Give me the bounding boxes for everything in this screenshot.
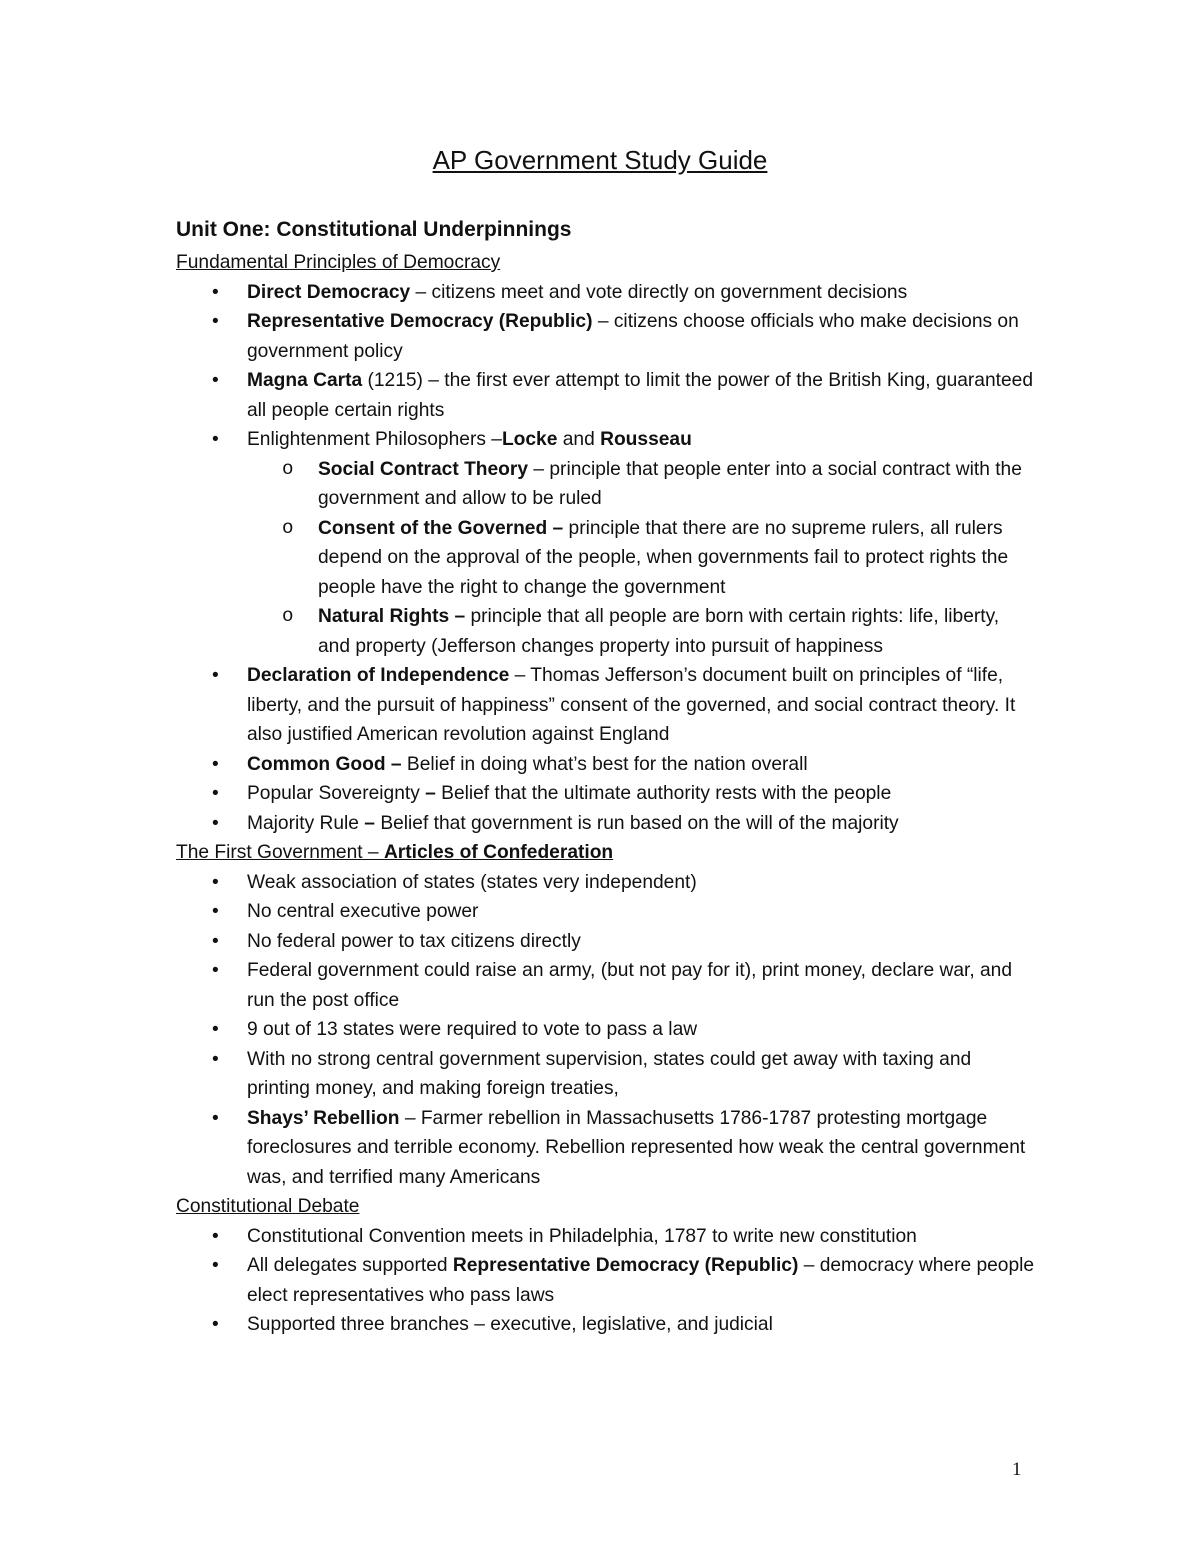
list-item (176, 1251, 1036, 1310)
list-item (176, 661, 1036, 750)
definition-text: – Thomas Jefferson’s document built on principles of “life, liberty, and the pursuit of happiness” consent of the governed, and social contract theory. It also justified American revolution against England (247, 665, 1016, 745)
bullet-icon: • (212, 783, 219, 804)
term-representative-democracy: Representative Democracy (Republic) (452, 1255, 799, 1276)
item-conjunction: and (557, 429, 601, 450)
bullet-icon: • (212, 1019, 219, 1040)
term-social-contract-theory: Social Contract Theory (318, 458, 529, 480)
unit-heading: Unit One: Constitutional Underpinnings (176, 218, 572, 241)
list-item (176, 278, 1036, 308)
dash: – (358, 812, 375, 834)
item-text: No federal power to tax citizens directly (247, 930, 581, 952)
bullet-icon: • (212, 753, 219, 775)
term-shays-rebellion: Shays’ Rebellion (247, 1107, 400, 1129)
bullet-icon: • (212, 370, 219, 391)
definition-text: – principle that people enter into a social contract with the government and allow to be ruled (318, 458, 1022, 509)
bullet-icon: • (212, 1314, 219, 1335)
bullet-icon: • (212, 665, 219, 686)
bullet-icon: • (212, 812, 219, 834)
term-rousseau: Rousseau (600, 429, 692, 450)
bullet-icon: • (212, 1107, 219, 1129)
sub-bullet-icon: o (282, 457, 294, 480)
enlightenment-sublist (247, 455, 1036, 662)
term-consent-of-governed: Consent of the Governed – (318, 517, 564, 539)
list-item (176, 1104, 1036, 1193)
sub-bullet-icon: o (282, 516, 294, 539)
sub-bullet-icon: o (282, 605, 294, 627)
definition-text: – democracy where people elect representatives who pass laws (247, 1255, 1035, 1306)
term-declaration-of-independence: Declaration of Independence (247, 665, 510, 686)
list-item (176, 307, 1036, 366)
page-number: 1 (1012, 1459, 1022, 1480)
page-title: AP Government Study Guide (432, 145, 768, 175)
bullet-icon: • (212, 871, 219, 893)
list-item (176, 927, 1036, 957)
list-item (176, 750, 1036, 780)
bullet-icon: • (212, 930, 219, 952)
list-item (176, 1045, 1036, 1104)
document-body (176, 248, 1036, 1340)
term-natural-rights: Natural Rights – (318, 606, 466, 627)
section-heading-constitutional-debate: Constitutional Debate (176, 1196, 360, 1217)
sub-list-item (247, 514, 1036, 603)
item-text: With no strong central government supervision, states could get away with taxing and printing money, and making foreign treaties, (247, 1048, 972, 1099)
list-item (176, 1310, 1036, 1340)
bullet-icon: • (212, 960, 219, 981)
sub-list-item (247, 602, 1036, 661)
list-item (176, 809, 1036, 839)
bullet-icon: • (212, 281, 219, 303)
definition-text: Belief that the ultimate authority rests with the people (435, 783, 892, 804)
list-item (176, 779, 1036, 809)
term-popular-sovereignty: Popular Sovereignty (247, 783, 420, 804)
item-prefix: All delegates supported (247, 1255, 453, 1276)
item-prefix: Enlightenment Philosophers – (247, 429, 502, 450)
term-locke: Locke (501, 429, 558, 450)
definition-text: (1215) – the first ever attempt to limit the power of the British King, guaranteed all people certain rights (247, 370, 1033, 421)
term-direct-democracy: Direct Democracy (247, 281, 411, 303)
definition-text: – Farmer rebellion in Massachusetts 1786-1787 protesting mortgage foreclosures and terrible economy. Rebellion represented how weak the central government was, and terrified many Americans (247, 1107, 1026, 1188)
list-item (176, 868, 1036, 898)
first-government-list (176, 868, 1036, 1193)
fundamental-principles-list (176, 278, 1036, 839)
definition-text: principle that there are no supreme rulers, all rulers depend on the approval of the people, when governments fail to protect rights the people have the right to change the government (318, 517, 1009, 598)
definition-text: Belief in doing what’s best for the nation overall (401, 753, 808, 775)
term-majority-rule: Majority Rule (247, 812, 359, 834)
definition-text: Belief that government is run based on the will of the majority (374, 812, 899, 834)
sub-list-item (247, 455, 1036, 514)
item-text: Federal government could raise an army, (but not pay for it), print money, declare war, and run the post office (247, 960, 1013, 1011)
heading-articles-of-confederation: Articles of Confederation (383, 842, 614, 863)
section-heading-fundamental-principles: Fundamental Principles of Democracy (176, 252, 501, 273)
bullet-icon: • (212, 1048, 219, 1070)
list-item (176, 897, 1036, 927)
list-item (176, 956, 1036, 1015)
definition-text: – citizens choose officials who make decisions on government policy (247, 311, 1019, 362)
item-text: Supported three branches – executive, legislative, and judicial (247, 1314, 773, 1335)
item-text: Constitutional Convention meets in Philadelphia, 1787 to write new constitution (247, 1225, 917, 1247)
term-representative-democracy: Representative Democracy (Republic) (247, 311, 593, 332)
item-text: 9 out of 13 states were required to vote to pass a law (247, 1019, 698, 1040)
bullet-icon: • (212, 1255, 219, 1276)
term-common-good: Common Good – (247, 753, 402, 775)
bullet-icon: • (212, 1225, 219, 1247)
list-item (176, 366, 1036, 425)
bullet-icon: • (212, 901, 219, 922)
list-item (176, 425, 1036, 661)
list-item (176, 1222, 1036, 1252)
item-text: Weak association of states (states very independent) (247, 871, 697, 893)
section-heading-first-government (176, 838, 1036, 868)
dash: – (419, 783, 436, 804)
constitutional-debate-list (176, 1222, 1036, 1340)
list-item (176, 1015, 1036, 1045)
bullet-icon: • (212, 429, 219, 450)
item-text: No central executive power (247, 901, 479, 922)
definition-text: – citizens meet and vote directly on government decisions (410, 281, 908, 303)
term-magna-carta: Magna Carta (247, 370, 363, 391)
definition-text: principle that all people are born with certain rights: life, liberty, and property (Jefferson changes property into pursuit of happiness (318, 606, 1000, 657)
bullet-icon: • (212, 311, 219, 332)
heading-prefix: The First Government – (176, 842, 384, 863)
